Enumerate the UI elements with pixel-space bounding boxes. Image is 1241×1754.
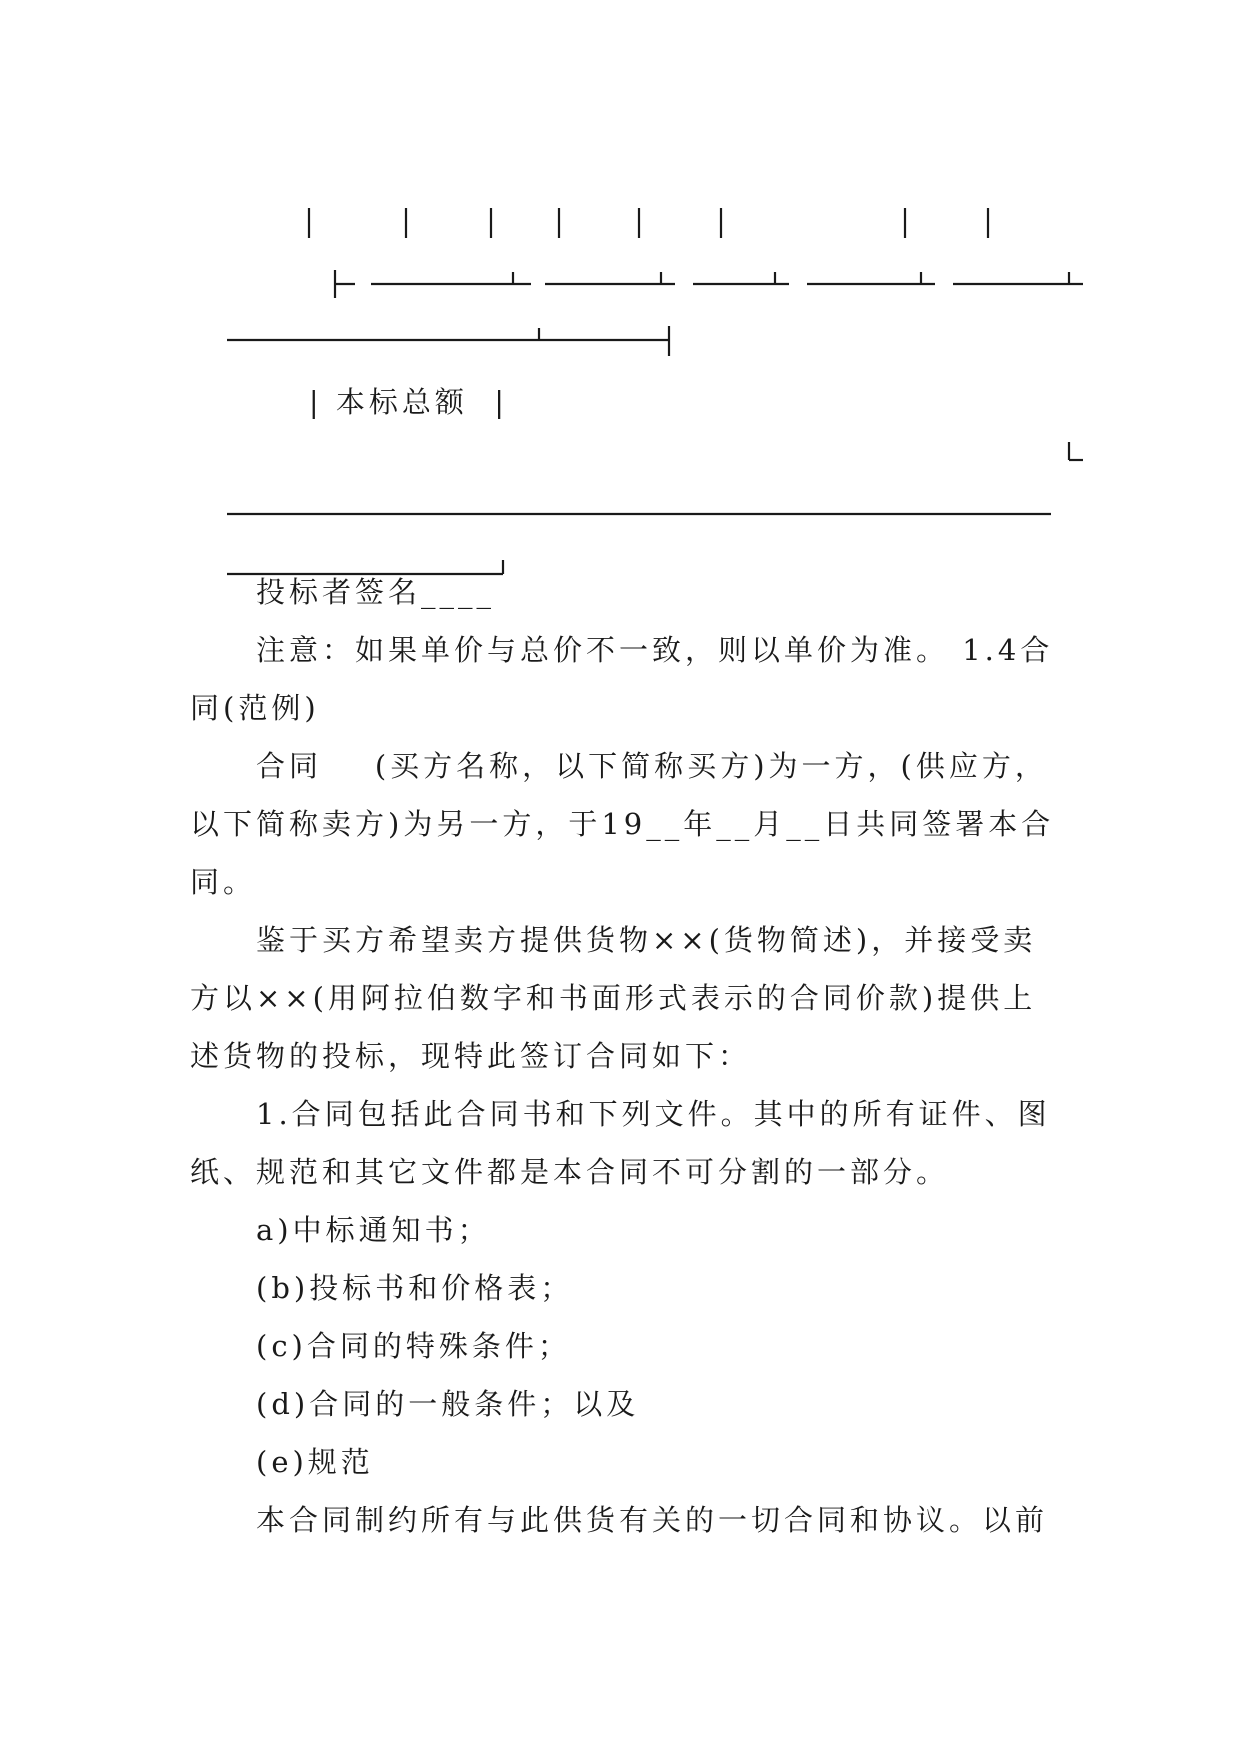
table-divider-row-2 [0,282,1241,322]
contract-intro-line-2: 以下简称卖方)为另一方，于19__年__月__日共同签署本合 [190,807,1055,841]
clause-1-line-1: 1.合同包括此合同书和下列文件。其中的所有证件、图 [256,1097,1051,1131]
note-line-cont: 同(范例) [190,691,320,725]
table-divider-rules-2 [37,322,1241,362]
table-bottom-rule-row-2 [0,510,1241,550]
table-vertical-rule-row [0,164,1241,204]
list-item-a: a)中标通知书； [256,1213,491,1247]
contract-intro-line-3: 同。 [190,865,257,899]
note-line: 注意：如果单价与总价不一致，则以单价为准。 1.4合 [256,633,1054,667]
table-bottom-rule-2 [37,550,1241,590]
table-divider-row-1 [0,222,1241,262]
contract-intro-line-1: 合同 (买方名称，以下简称买方)为一方，(供应方， [256,749,1048,783]
list-item-c: (c)合同的特殊条件； [256,1329,571,1363]
whereas-line-3: 述货物的投标，现特此签订合同如下： [190,1039,752,1073]
list-item-d: (d)合同的一般条件；以及 [256,1387,640,1421]
list-item-e: (e)规范 [256,1445,374,1479]
list-item-b: (b)投标书和价格表； [256,1271,574,1305]
whereas-line-2: 方以××(用阿拉伯数字和书面形式表示的合同价款)提供上 [190,981,1037,1015]
clause-1-line-2: 纸、规范和其它文件都是本合同不可分割的一部分。 [190,1155,950,1189]
table-total-label: | 本标总额 | [308,385,509,419]
table-bottom-corner-row [0,396,1241,436]
table-bottom-rule-row-1 [0,456,1241,496]
whereas-line-1: 鉴于买方希望卖方提供货物××(货物简述)，并接受卖 [256,923,1037,957]
final-paragraph-line: 本合同制约所有与此供货有关的一切合同和协议。以前 [256,1503,1049,1537]
bidder-signature-line: 投标者签名____ [256,575,496,609]
